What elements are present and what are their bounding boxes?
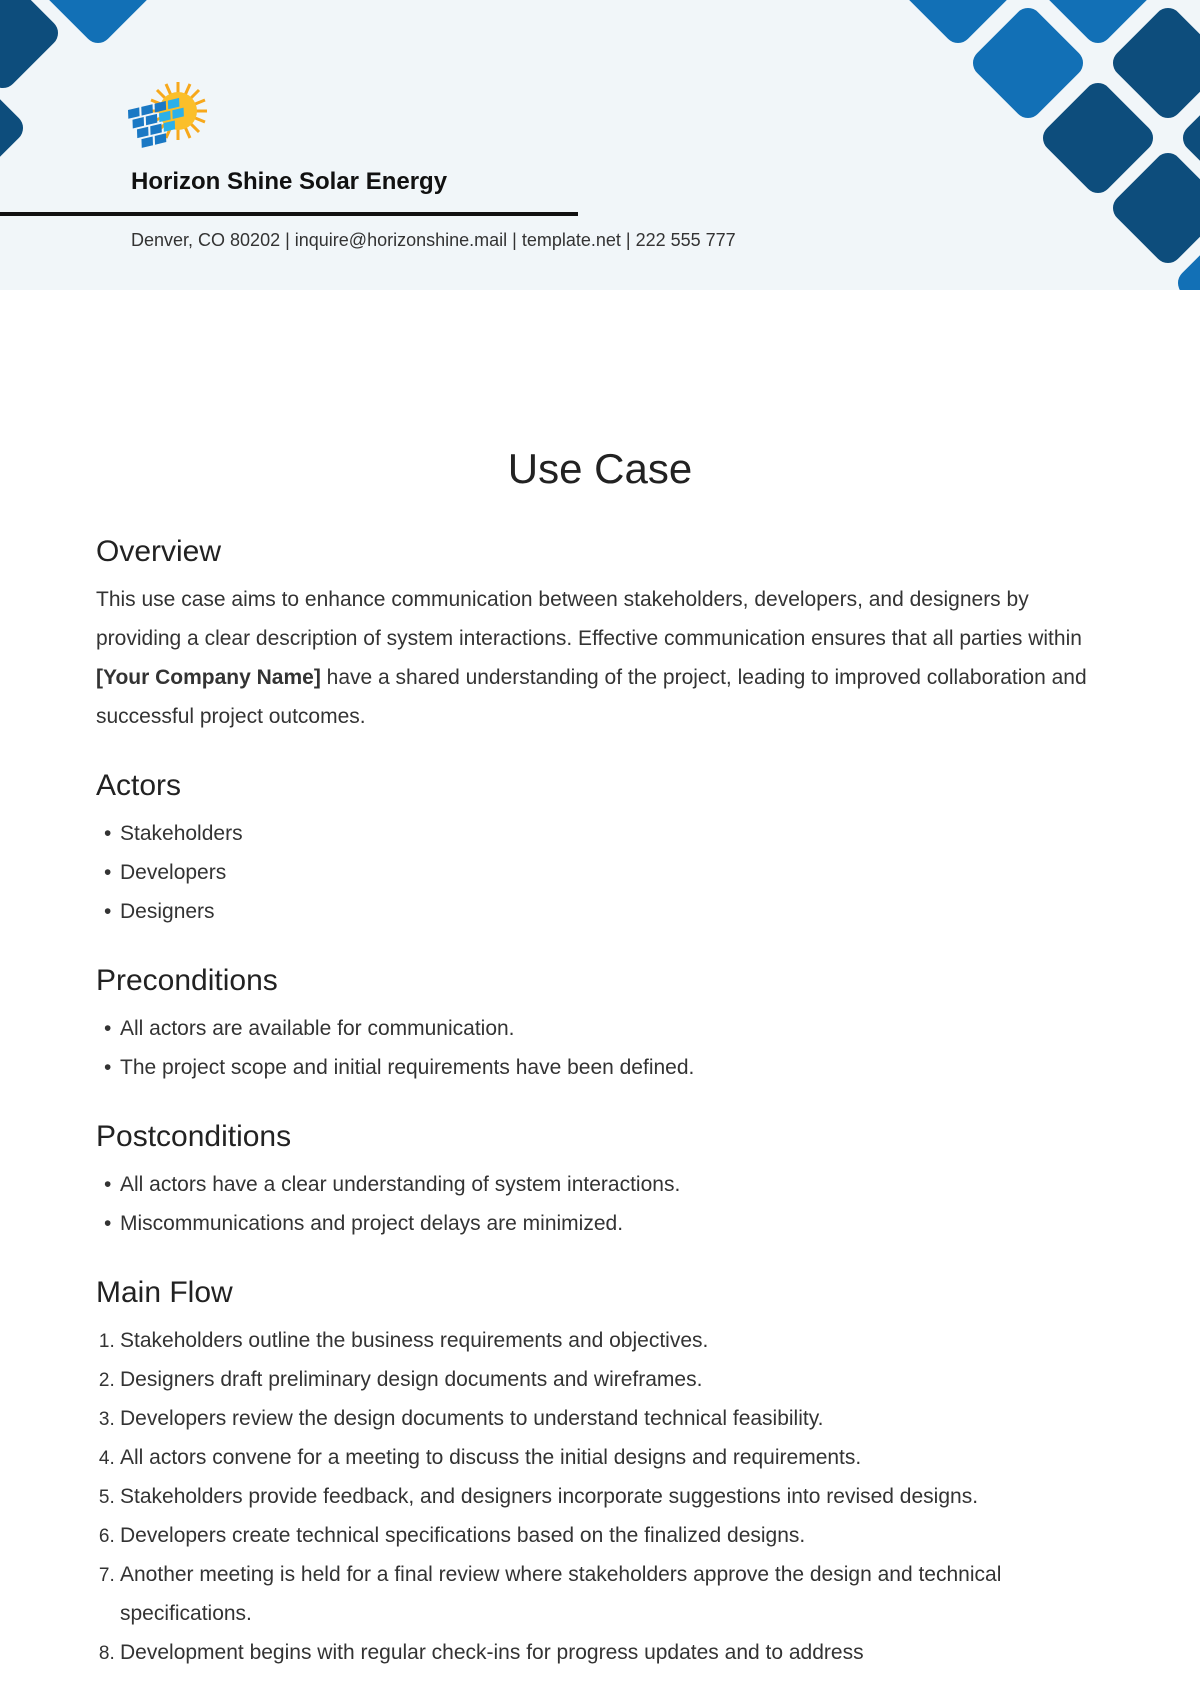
preconditions-list	[96, 1009, 1096, 1087]
document-body	[96, 530, 1096, 1700]
list-item: • Stakeholders	[120, 814, 1096, 853]
list-item: 6. Developers create technical specifications based on the finalized designs.	[120, 1516, 1096, 1555]
actors-heading: Actors	[96, 769, 182, 802]
overview-text-part: This use case aims to enhance communication between stakeholders, developers, and designers by providing a clear description of system interactions. Effective communication ensures that all parties within	[96, 588, 1082, 650]
list-item: • Miscommunications and project delays are minimized.	[120, 1204, 1096, 1243]
list-item: 1. Stakeholders outline the business requirements and objectives.	[120, 1321, 1096, 1360]
overview-heading: Overview	[96, 535, 222, 568]
list-item: • All actors have a clear understanding of system interactions.	[120, 1165, 1096, 1204]
list-item: 5. Stakeholders provide feedback, and designers incorporate suggestions into revised designs.	[120, 1477, 1096, 1516]
list-item: • The project scope and initial requirements have been defined.	[120, 1048, 1096, 1087]
list-item: • Designers	[120, 892, 1096, 931]
decor-tile	[0, 0, 64, 94]
list-item: 4. All actors convene for a meeting to discuss the initial designs and requirements.	[120, 1438, 1096, 1477]
main-flow-list	[96, 1321, 1096, 1672]
list-item: • Developers	[120, 853, 1096, 892]
header-divider	[0, 212, 578, 216]
main-flow-heading: Main Flow	[96, 1276, 233, 1309]
list-item: 8. Development begins with regular check-ins for progress updates and to address	[120, 1633, 1096, 1672]
preconditions-heading: Preconditions	[96, 964, 278, 997]
list-item: 2. Designers draft preliminary design documents and wireframes.	[120, 1360, 1096, 1399]
list-item: • All actors are available for communication.	[120, 1009, 1096, 1048]
company-name: Horizon Shine Solar Energy	[131, 168, 448, 195]
overview-text-part: have a shared understanding of the project, leading to improved collaboration and successful project outcomes.	[96, 666, 1087, 728]
list-item: 3. Developers review the design documents to understand technical feasibility.	[120, 1399, 1096, 1438]
company-placeholder: [Your Company Name]	[96, 666, 321, 689]
page-title: Use Case	[507, 445, 693, 492]
solar-logo-icon	[126, 78, 218, 160]
list-item: 7. Another meeting is held for a final review where stakeholders approve the design and technical specifications.	[120, 1555, 1096, 1633]
letterhead	[0, 0, 1200, 290]
actors-list	[96, 814, 1096, 931]
postconditions-heading: Postconditions	[96, 1120, 292, 1153]
postconditions-list	[96, 1165, 1096, 1243]
overview-text	[96, 580, 1096, 736]
contact-info: Denver, CO 80202 | inquire@horizonshine.mail | template.net | 222 555 777	[131, 230, 736, 250]
